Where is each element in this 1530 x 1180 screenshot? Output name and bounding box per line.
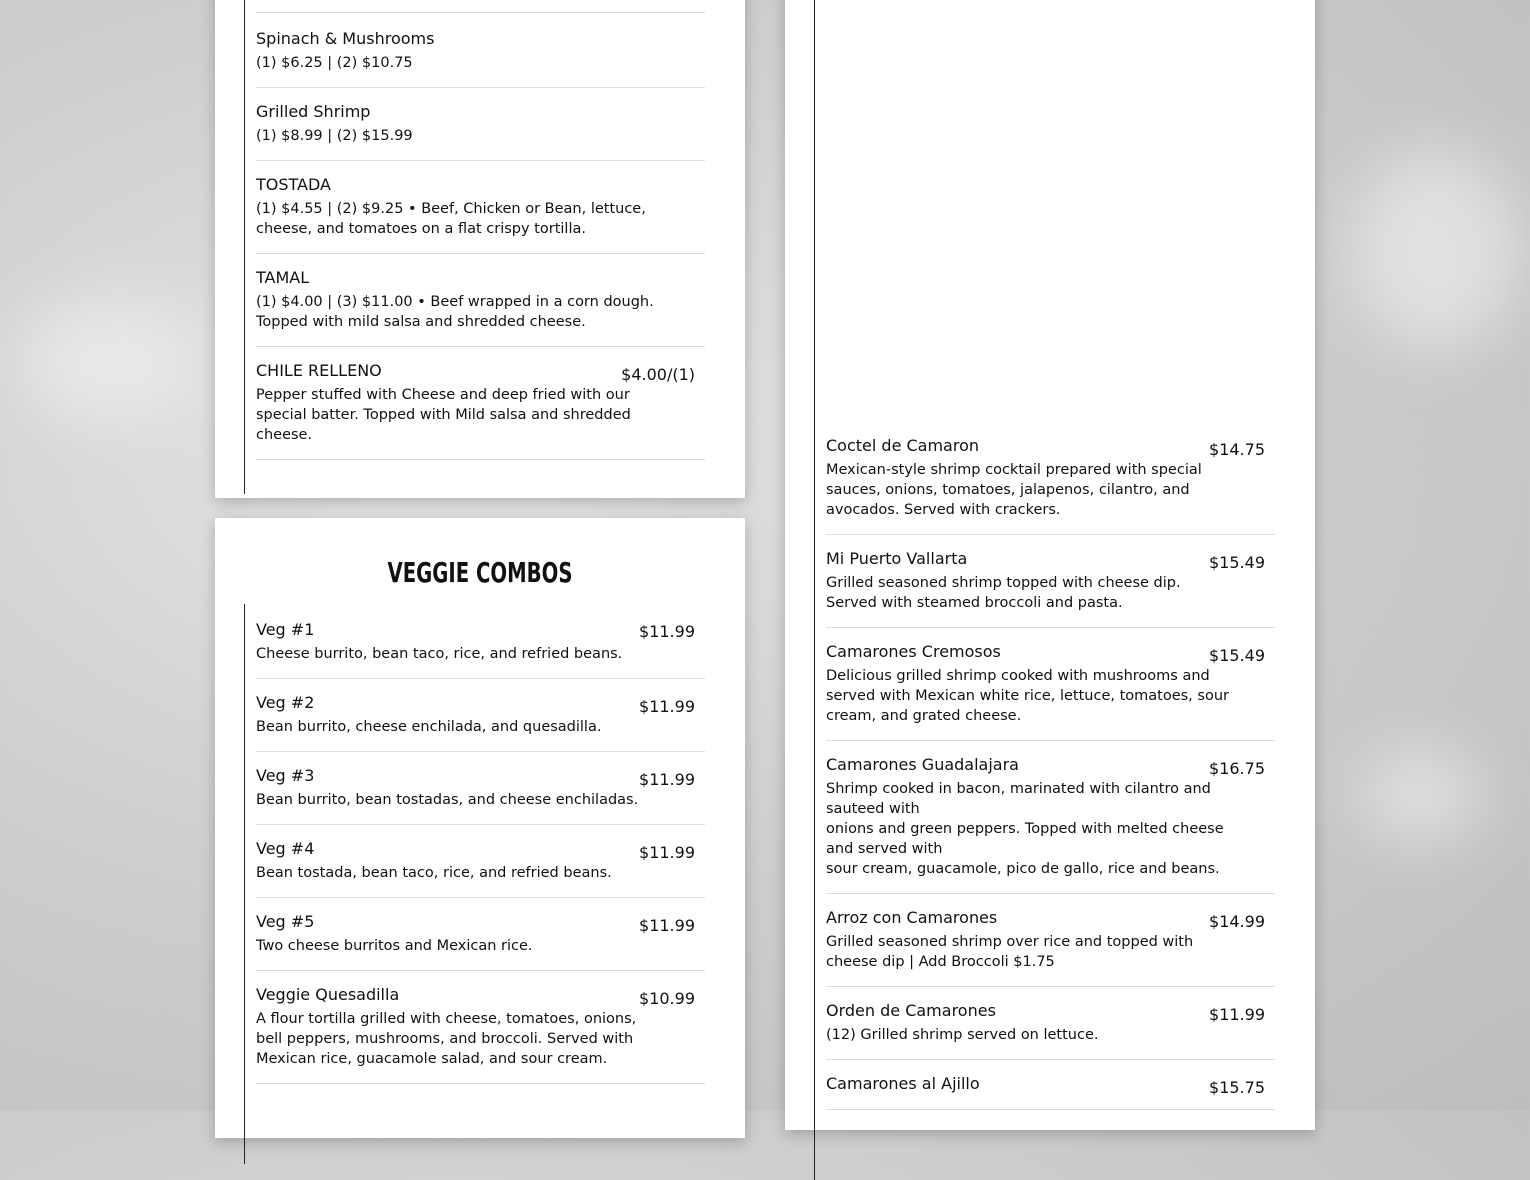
item-desc: Grilled seasoned shrimp over rice and topped with cheese dip | Add Broccoli $1.75	[826, 934, 1194, 970]
item-name: Camarones Cremosos	[826, 642, 1001, 661]
menu-item	[256, 88, 705, 161]
item-name: Arroz con Camarones	[826, 908, 998, 927]
item-price: $15.49	[1209, 553, 1265, 572]
item-name: Mi Puerto Vallarta	[826, 549, 968, 568]
item-price: $14.75	[1209, 440, 1265, 459]
item-price: $4.00/(1)	[621, 365, 695, 384]
menu-item	[256, 12, 705, 88]
item-desc: Cheese burrito, bean taco, rice, and refried beans.	[256, 646, 623, 662]
item-desc: Bean tostada, bean taco, rice, and refried beans.	[256, 865, 612, 881]
item-desc: Delicious grilled shrimp cooked with mushrooms and served with Mexican white rice, lettuce, tomatoes, sour cream, and grated cheese.	[826, 668, 1229, 724]
menu-item	[826, 894, 1275, 987]
item-name: Spinach & Mushrooms	[256, 29, 435, 48]
item-name: CHILE RELLENO	[256, 361, 382, 380]
menu-item	[256, 604, 705, 679]
item-desc: Bean burrito, bean tostadas, and cheese enchiladas.	[256, 792, 639, 808]
item-price: $11.99	[639, 697, 695, 716]
item-name: Camarones al Ajillo	[826, 1074, 980, 1093]
blank-area	[815, 0, 1276, 422]
item-name: Veg #1	[256, 620, 315, 639]
menu-item	[256, 825, 705, 898]
item-price: $11.99	[639, 843, 695, 862]
item-desc: A flour tortilla grilled with cheese, tomatoes, onions, bell peppers, mushrooms, and broccoli. Served with Mexican rice, guacamole salad, and sour cream.	[256, 1011, 637, 1067]
menu-item	[826, 987, 1275, 1060]
background-blur	[1360, 750, 1480, 840]
menu-card-veggie-combos	[215, 518, 745, 1138]
item-price: $11.99	[639, 770, 695, 789]
menu-item	[256, 971, 705, 1084]
item-name: Veg #2	[256, 693, 315, 712]
menu-item	[256, 347, 705, 460]
item-name: Veggie Quesadilla	[256, 985, 400, 1004]
item-desc: Pepper stuffed with Cheese and deep fried with our special batter. Topped with Mild salsa and shredded cheese.	[256, 387, 631, 443]
section-title: VEGGIE COMBOS	[387, 556, 573, 589]
item-desc: Bean burrito, cheese enchilada, and quesadilla.	[256, 719, 602, 735]
menu-item	[826, 628, 1275, 741]
menu-item	[256, 679, 705, 752]
menu-list	[244, 0, 706, 494]
item-price: $11.99	[1209, 1005, 1265, 1024]
menu-item	[826, 741, 1275, 894]
menu-list	[814, 0, 1276, 1180]
background-blur	[20, 300, 200, 420]
item-price: $15.49	[1209, 646, 1265, 665]
item-price: $15.75	[1209, 1078, 1265, 1097]
item-price: $16.75	[1209, 759, 1265, 778]
menu-item	[256, 161, 705, 254]
menu-item	[256, 752, 705, 825]
item-desc: (1) $6.25 | (2) $10.75	[256, 55, 413, 71]
item-desc: Two cheese burritos and Mexican rice.	[256, 938, 533, 954]
item-desc: Grilled seasoned shrimp topped with cheese dip. Served with steamed broccoli and pasta.	[826, 575, 1181, 611]
menu-card-tacos	[215, 0, 745, 498]
item-name: TAMAL	[256, 268, 310, 287]
item-price: $11.99	[639, 916, 695, 935]
item-name: TOSTADA	[256, 175, 331, 194]
item-name: Veg #4	[256, 839, 315, 858]
item-desc: (1) $8.99 | (2) $15.99	[256, 128, 413, 144]
item-desc: (12) Grilled shrimp served on lettuce.	[826, 1027, 1099, 1043]
item-desc: (1) $4.55 | (2) $9.25 • Beef, Chicken or Bean, lettuce, cheese, and tomatoes on a flat crispy tortilla.	[256, 201, 646, 237]
item-name: Veg #3	[256, 766, 315, 785]
item-desc: (1) $4.00 | (3) $11.00 • Beef wrapped in a corn dough. Topped with mild salsa and shredded cheese.	[256, 294, 654, 330]
item-name: Orden de Camarones	[826, 1001, 996, 1020]
menu-item	[256, 254, 705, 347]
menu-card-seafood	[785, 0, 1315, 1130]
menu-item	[826, 535, 1275, 628]
menu-list	[244, 604, 706, 1164]
menu-item	[826, 1060, 1275, 1110]
item-name: Veg #5	[256, 912, 315, 931]
item-name: Grilled Shrimp	[256, 102, 371, 121]
item-name: Coctel de Camaron	[826, 436, 980, 455]
item-price: $14.99	[1209, 912, 1265, 931]
menu-item	[256, 898, 705, 971]
item-price: $11.99	[639, 622, 695, 641]
item-desc: Shrimp cooked in bacon, marinated with cilantro and sauteed with onions and green peppers. Topped with melted cheese and served with sour cream, guacamole, pico de gallo, rice and beans.	[826, 781, 1224, 877]
item-desc: Mexican-style shrimp cocktail prepared with special sauces, onions, tomatoes, jalapenos, cilantro, and avocados. Served with crackers.	[826, 462, 1202, 518]
item-name: Camarones Guadalajara	[826, 755, 1019, 774]
background-blur	[1350, 150, 1520, 350]
item-price: $10.99	[639, 989, 695, 1008]
menu-item	[826, 422, 1275, 535]
